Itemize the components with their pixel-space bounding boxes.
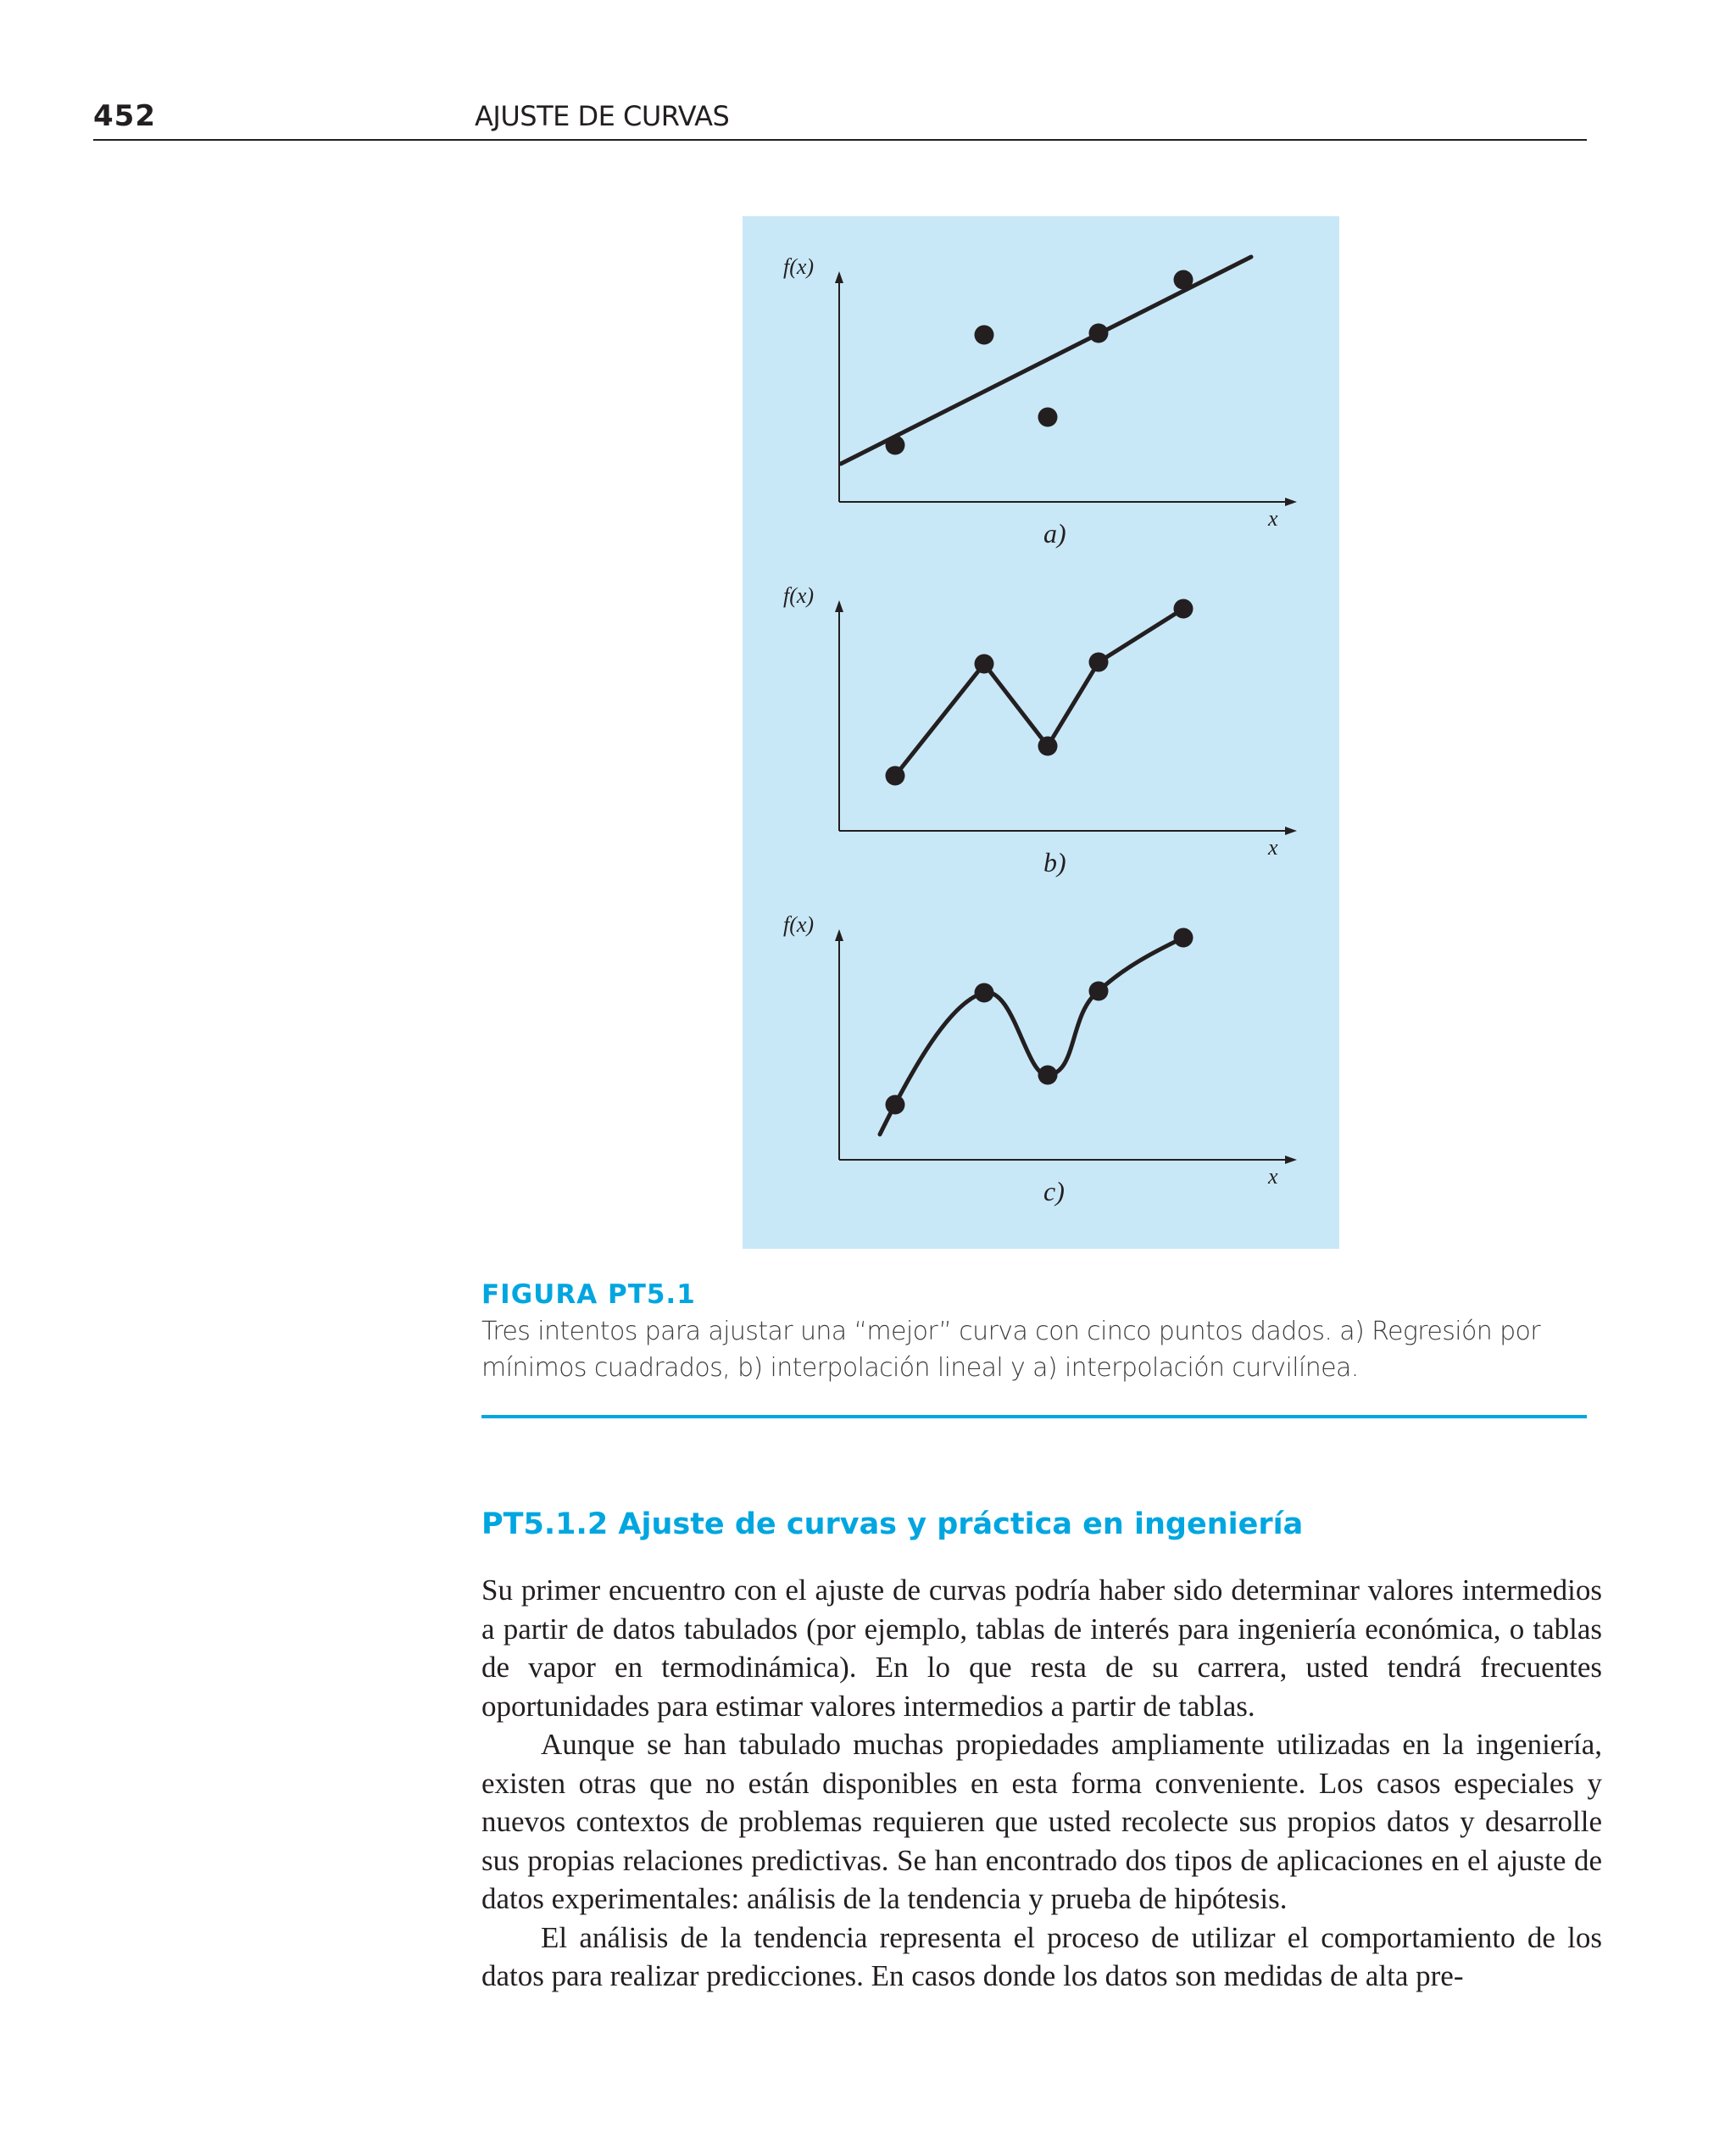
figure-graphics (743, 216, 1339, 1249)
figure-pt5-1 (743, 216, 1339, 1249)
panel-label-1: a) (1043, 518, 1066, 549)
panel-label-3: c) (1043, 1176, 1065, 1206)
page-number: 452 (93, 99, 156, 133)
x-axis-arrow-2 (1285, 827, 1297, 835)
data-point-1-4 (1089, 324, 1109, 343)
x-axis-label-3: x (1268, 1164, 1278, 1189)
y-axis-label-2: f(x) (783, 583, 815, 608)
y-axis-arrow-2 (835, 600, 843, 612)
data-point-3-1 (886, 1095, 905, 1115)
data-point-2-4 (1089, 653, 1109, 672)
data-point-3-2 (975, 983, 994, 1003)
running-head (93, 97, 1587, 141)
data-point-1-5 (1174, 270, 1194, 290)
data-point-3-3 (1038, 1066, 1058, 1085)
y-axis-arrow-1 (835, 271, 843, 283)
caption-line-2: mínimos cuadrados, b) interpolación lineal y a) interpolación curvilínea. (481, 1353, 1359, 1383)
x-axis-arrow-3 (1285, 1156, 1297, 1164)
section-heading: PT5.1.2 Ajuste de curvas y práctica en ingeniería (481, 1507, 1304, 1541)
data-point-3-5 (1174, 928, 1194, 948)
regression-line (841, 257, 1251, 464)
data-point-2-5 (1174, 599, 1194, 619)
data-point-2-2 (975, 654, 994, 674)
y-axis-arrow-3 (835, 929, 843, 941)
caption-line-1: Tres intentos para ajustar una “mejor” curva con cinco puntos dados. a) Regresión por (481, 1317, 1541, 1346)
y-axis-label-3: f(x) (783, 912, 815, 937)
data-point-1-2 (975, 326, 994, 345)
figure-caption (481, 1276, 1583, 1386)
paragraph-2: Aunque se han tabulado muchas propiedades ampliamente utilizadas en la ingeniería, existen otras que no están disponibles en esta forma conveniente. Los casos especiales y nuevos contextos de problemas requieren que usted recolecte sus propios datos y desarrolle sus propias relaciones predictivas. Se han encontrado dos tipos de aplicaciones en el ajuste de datos experimentales: análisis de la tendencia y prueba de hipótesis. (481, 1728, 1602, 1915)
y-axis-label-1: f(x) (783, 254, 815, 279)
x-axis-label-2: x (1268, 835, 1278, 860)
curvilinear-interpolation-curve (880, 938, 1183, 1134)
paragraph-1: Su primer encuentro con el ajuste de curvas podría haber sido determinar valores intermedios a partir de datos tabulados (por ejemplo, tablas de interés para ingeniería económica, o tablas de vapor en termodinámica). En lo que resta de su carrera, usted tendrá frecuentes oportunidades para estimar valores intermedios a partir de tablas. (481, 1574, 1602, 1723)
paragraph-3: El análisis de la tendencia representa el proceso de utilizar el comportamiento de los datos para realizar predicciones. En casos donde los datos son medidas de alta pre- (481, 1920, 1602, 1992)
body-text (481, 1571, 1602, 1996)
caption-divider (481, 1415, 1587, 1418)
x-axis-arrow-1 (1285, 498, 1297, 506)
panel-label-2: b) (1043, 847, 1066, 877)
data-point-1-1 (886, 436, 905, 455)
data-point-2-3 (1038, 737, 1058, 756)
x-axis-label-1: x (1268, 506, 1278, 531)
data-point-2-1 (886, 766, 905, 786)
caption-title: FIGURA PT5.1 (481, 1279, 696, 1310)
data-point-3-4 (1089, 982, 1109, 1001)
data-point-1-3 (1038, 408, 1058, 427)
chapter-title: AJUSTE DE CURVAS (475, 100, 730, 132)
